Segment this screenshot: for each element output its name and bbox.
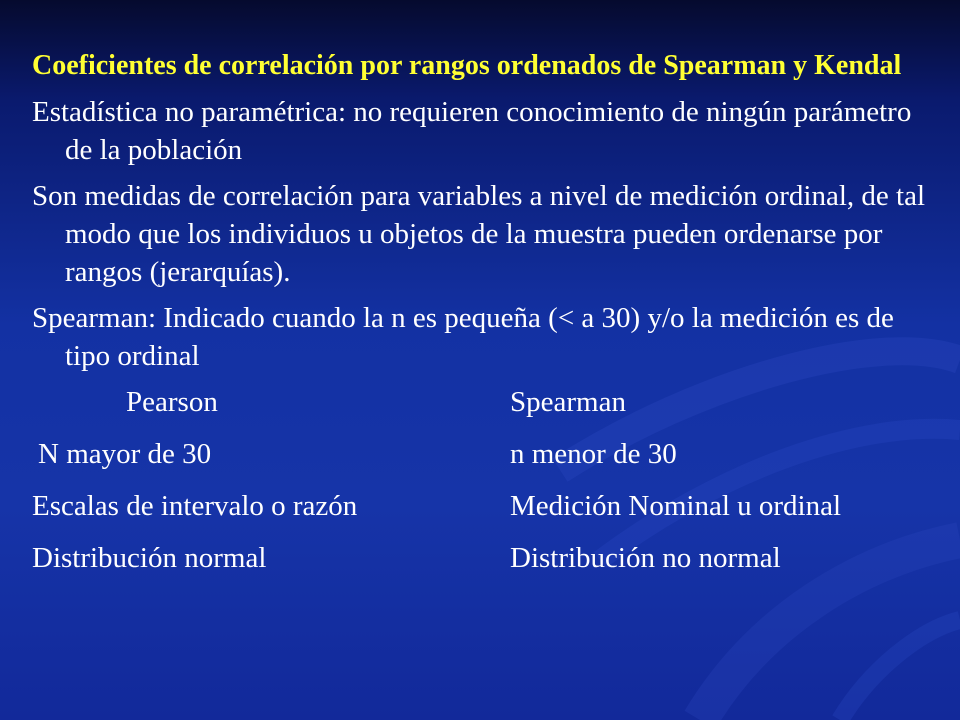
spearman-distribution: Distribución no normal <box>510 542 781 574</box>
comparison-header-row <box>32 383 932 421</box>
comparison-row-scale <box>32 487 932 525</box>
slide-content <box>32 47 932 591</box>
pearson-sample-size: N mayor de 30 <box>38 438 212 470</box>
spearman-scale: Medición Nominal u ordinal <box>510 490 842 522</box>
comparison-row-distribution <box>32 539 932 577</box>
comparison-row-sample-size <box>32 435 932 473</box>
pearson-scale: Escalas de intervalo o razón <box>32 490 358 522</box>
spearman-sample-size: n menor de 30 <box>510 438 677 470</box>
header-spearman: Spearman <box>510 386 626 418</box>
paragraph-ordinal-measures: Son medidas de correlación para variables a nivel de medición ordinal, de tal modo que los individuos u objetos de la muestra pueden ordenarse por rangos (jerarquías). <box>32 180 926 288</box>
pearson-distribution: Distribución normal <box>32 542 267 574</box>
paragraph-spearman-usage: Spearman: Indicado cuando la n es pequeña (< a 30) y/o la medición es de tipo ordinal <box>32 302 894 372</box>
header-pearson: Pearson <box>126 386 218 418</box>
slide-title: Coeficientes de correlación por rangos ordenados de Spearman y Kendal <box>32 50 902 81</box>
paragraph-nonparametric: Estadística no paramétrica: no requieren conocimiento de ningún parámetro de la población <box>32 96 912 166</box>
